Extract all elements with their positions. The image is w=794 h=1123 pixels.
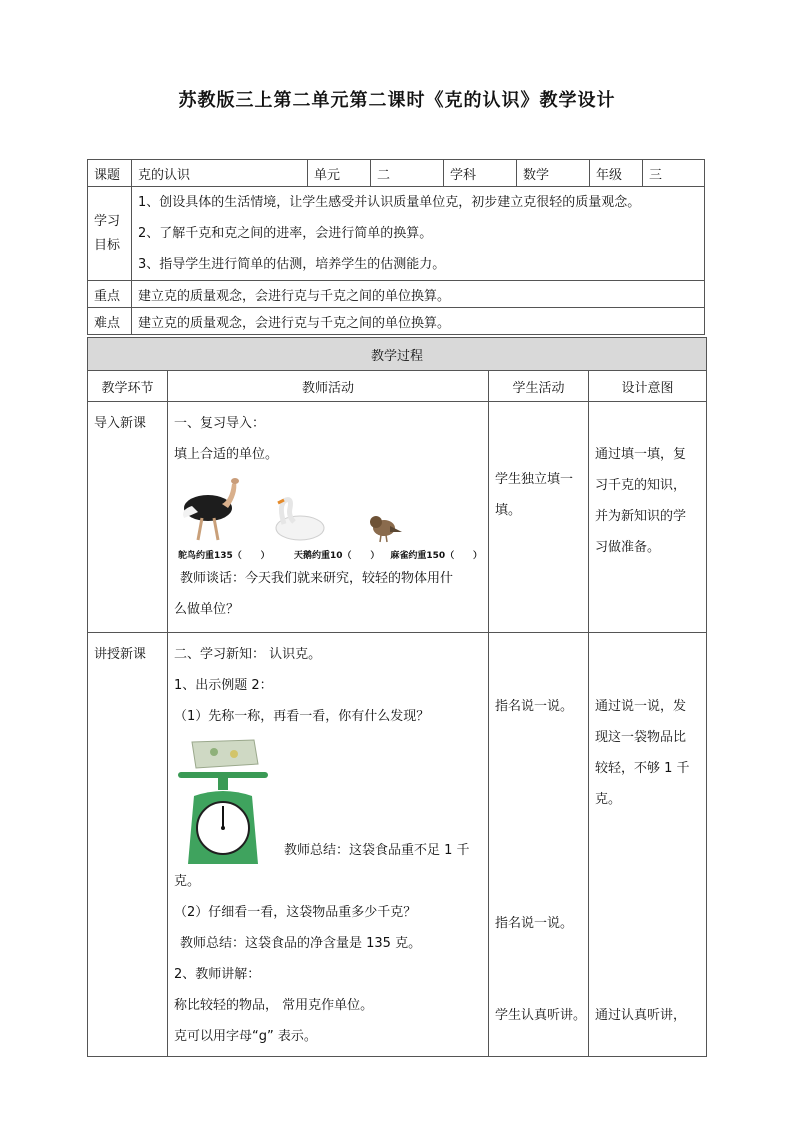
unit-label: 单元 — [308, 160, 371, 187]
teach-line-1: 称比较轻的物品， 常用克作单位。 — [174, 998, 374, 1013]
topic-value: 克的认识 — [132, 160, 308, 187]
teacher-intro — [168, 402, 489, 633]
grade-value: 三 — [643, 160, 705, 187]
swan-caption: 天鹅约重10（ ） — [294, 551, 380, 561]
subject-label: 学科 — [444, 160, 517, 187]
stage-teach: 讲授新课 — [88, 633, 168, 1057]
goals-label: 学习 目标 — [88, 187, 132, 281]
goals-list — [132, 187, 705, 281]
intent-intro: 通过填一填，复 习千克的知识， 并为新知识的学 习做准备。 — [589, 402, 707, 633]
intro-talk-1: 教师谈话：今天我们就来研究，较轻的物体用什 — [180, 571, 454, 586]
stage-intro: 导入新课 — [88, 402, 168, 633]
goal-item: 1、创设具体的生活情境，让学生感受并认识质量单位克，初步建立克很轻的质量观念。 — [138, 195, 641, 210]
info-table — [87, 159, 705, 335]
goal-item: 3、指导学生进行简单的估测，培养学生的估测能力。 — [138, 257, 446, 272]
process-band: 教学过程 — [88, 338, 707, 371]
intent-teach: 通过说一说，发 现这一袋物品比 较轻，不够 1 千 克。 通过认真听讲， — [589, 633, 707, 1057]
topic-label: 课题 — [88, 160, 132, 187]
student-teach: 指名说一说。 指名说一说。 学生认真听讲。 — [489, 633, 589, 1057]
ostrich-image — [178, 474, 248, 544]
teacher-teach — [168, 633, 489, 1057]
sparrow-caption: 麻雀约重150（ ） — [390, 551, 482, 561]
teach-question-1: （1）先称一称，再看一看，你有什么发现？ — [174, 709, 430, 724]
teach-summary-3: 教师总结：这袋食品的净含量是 135 克。 — [180, 936, 422, 951]
student-intro: 学生独立填一 填。 — [489, 402, 589, 633]
page-title: 苏教版三上第二单元第二课时《克的认识》教学设计 — [178, 90, 616, 111]
ostrich-caption: 鸵鸟约重135（ ） — [178, 551, 270, 561]
process-table — [87, 337, 707, 1057]
animal-captions — [178, 548, 482, 561]
difficulty-point: 建立克的质量观念，会进行克与千克之间的单位换算。 — [132, 308, 705, 335]
animal-images — [178, 474, 482, 544]
header-stage: 教学环节 — [88, 371, 168, 402]
difficulty-label: 难点 — [88, 308, 132, 335]
teach-summary-1: 教师总结：这袋食品重不足 1 千 — [284, 843, 470, 858]
header-intent: 设计意图 — [589, 371, 707, 402]
sparrow-image — [354, 504, 414, 544]
scale-image — [174, 736, 274, 866]
subject-value: 数学 — [517, 160, 590, 187]
key-point: 建立克的质量观念，会进行克与千克之间的单位换算。 — [132, 281, 705, 308]
intro-heading: 一、复习导入： — [174, 416, 266, 431]
teach-example: 1、出示例题 2： — [174, 678, 273, 693]
header-teacher: 教师活动 — [168, 371, 489, 402]
teach-heading: 二、学习新知： 认识克。 — [174, 647, 322, 662]
goal-item: 2、了解千克和克之间的进率，会进行简单的换算。 — [138, 226, 433, 241]
unit-value: 二 — [371, 160, 444, 187]
header-student: 学生活动 — [489, 371, 589, 402]
teach-summary-2: 克。 — [174, 874, 201, 889]
teach-explain: 2、教师讲解： — [174, 967, 261, 982]
swan-image — [266, 494, 336, 544]
grade-label: 年级 — [590, 160, 643, 187]
teach-question-2: （2）仔细看一看，这袋物品重多少千克？ — [174, 905, 417, 920]
intro-talk-2: 么做单位？ — [174, 602, 240, 617]
teach-line-2: 克可以用字母“g” 表示。 — [174, 1029, 317, 1044]
key-label: 重点 — [88, 281, 132, 308]
intro-line: 填上合适的单位。 — [174, 447, 279, 462]
